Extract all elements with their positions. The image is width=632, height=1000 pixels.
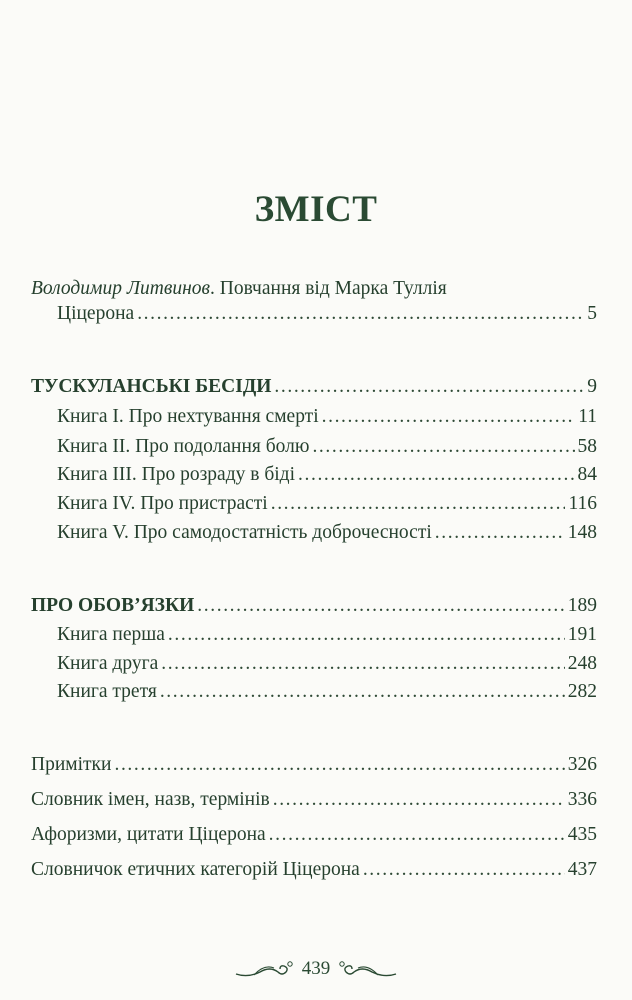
toc-entry-label: Словничок етичних категорій Ціцерона bbox=[31, 859, 360, 880]
leader-dots bbox=[168, 623, 565, 647]
toc-entry-label: Книга друга bbox=[57, 653, 159, 674]
toc-entry-page: 189 bbox=[567, 595, 597, 616]
toc-intro-title-part1: . Повчання від Марка Туллія bbox=[210, 278, 447, 299]
leader-dots bbox=[160, 680, 565, 704]
leader-dots bbox=[298, 463, 574, 487]
leader-dots bbox=[274, 375, 584, 399]
leader-dots bbox=[137, 302, 584, 326]
page-title: ЗМІСТ bbox=[254, 189, 378, 230]
toc-entry[interactable] bbox=[57, 405, 597, 429]
toc-entry-page: 84 bbox=[577, 464, 597, 485]
ornament-left-icon bbox=[234, 958, 294, 980]
toc-entry-page: 58 bbox=[577, 436, 597, 457]
leader-dots bbox=[435, 521, 565, 545]
toc-section-title: ПРО ОБОВ’ЯЗКИ bbox=[31, 595, 195, 616]
toc-entry-label: Афоризми, цитати Ціцерона bbox=[31, 824, 266, 845]
toc-entry-aphorisms[interactable] bbox=[31, 823, 597, 847]
toc-entry[interactable] bbox=[57, 435, 597, 459]
toc-section-tusculan[interactable] bbox=[31, 375, 597, 399]
leader-dots bbox=[322, 405, 576, 429]
ornament-right-icon bbox=[338, 958, 398, 980]
leader-dots bbox=[271, 492, 566, 516]
toc-entry-label: Книга IV. Про пристрасті bbox=[57, 493, 268, 514]
toc-entry-intro-line1[interactable] bbox=[31, 277, 447, 301]
toc-entry-page: 191 bbox=[567, 624, 597, 645]
toc-section-title: ТУСКУЛАНСЬКІ БЕСІДИ bbox=[31, 376, 272, 397]
toc-entry-label: Словник імен, назв, термінів bbox=[31, 789, 270, 810]
toc-entry-label: Ціцерона bbox=[57, 303, 135, 324]
leader-dots bbox=[363, 858, 565, 882]
toc-entry-label: Книга II. Про подолання болю bbox=[57, 436, 310, 457]
leader-dots bbox=[273, 788, 565, 812]
toc-entry-page: 148 bbox=[567, 522, 597, 543]
toc-entry-notes[interactable] bbox=[31, 753, 597, 777]
toc-entry-intro-line2[interactable] bbox=[57, 302, 597, 326]
toc-entry[interactable] bbox=[57, 652, 597, 676]
leader-dots bbox=[269, 823, 565, 847]
toc-entry-glossary[interactable] bbox=[31, 788, 597, 812]
toc-entry-label: Книга III. Про розраду в біді bbox=[57, 464, 296, 485]
page-footer bbox=[0, 958, 632, 980]
toc-entry-label: Книга V. Про самодостатність доброчесності bbox=[57, 522, 432, 543]
toc-entry-label: Примітки bbox=[31, 754, 112, 775]
toc-entry-label: Книга перша bbox=[57, 624, 165, 645]
toc-entry-label: Книга третя bbox=[57, 681, 157, 702]
toc-intro-author: Володимир Литвинов bbox=[31, 278, 210, 299]
toc-entry-page: 116 bbox=[568, 493, 597, 514]
toc-entry-label: Книга I. Про нехтування смерті bbox=[57, 406, 319, 427]
toc-entry-page: 326 bbox=[567, 754, 597, 775]
toc-entry[interactable] bbox=[57, 623, 597, 647]
leader-dots bbox=[161, 652, 565, 676]
toc-entry-page: 5 bbox=[587, 303, 597, 324]
toc-entry-ethics-dictionary[interactable] bbox=[31, 858, 597, 882]
toc-entry-page: 437 bbox=[567, 859, 597, 880]
toc-entry-page: 11 bbox=[578, 406, 597, 427]
toc-entry[interactable] bbox=[57, 521, 597, 545]
toc-entry-page: 435 bbox=[567, 824, 597, 845]
toc-entry-page: 9 bbox=[587, 376, 597, 397]
leader-dots bbox=[197, 594, 564, 618]
toc-entry-page: 282 bbox=[567, 681, 597, 702]
leader-dots bbox=[114, 753, 564, 777]
page-number: 439 bbox=[301, 958, 331, 979]
toc-entry[interactable] bbox=[57, 492, 597, 516]
toc-section-duties[interactable] bbox=[31, 594, 597, 618]
leader-dots bbox=[312, 435, 574, 459]
toc-entry[interactable] bbox=[57, 680, 597, 704]
toc-entry-page: 336 bbox=[567, 789, 597, 810]
toc-entry-page: 248 bbox=[567, 653, 597, 674]
toc-entry[interactable] bbox=[57, 463, 597, 487]
